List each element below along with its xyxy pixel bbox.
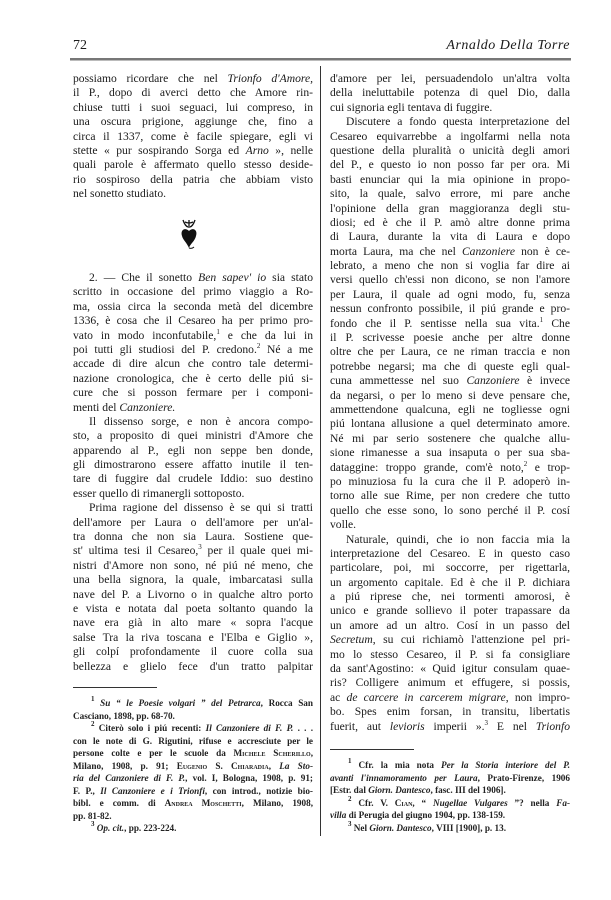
text-segment: pp. 81-82. (73, 810, 112, 821)
text-line (330, 676, 570, 690)
text-segment: , con introd., notizie bio- (204, 785, 313, 796)
footnote-marker: 2 (256, 341, 261, 350)
footnote-marker: 1 (91, 695, 95, 703)
text-segment: Cian (394, 797, 413, 808)
text-segment: Cfr. V. (351, 797, 395, 808)
text-segment: fuerit, aut (330, 719, 390, 733)
text-segment: circa il 1337, come è facile spiegare, egli vi (73, 129, 313, 143)
text-segment: ac (330, 690, 347, 704)
text-segment: Né mi par serio sostenere che qualche allu- (330, 431, 570, 445)
text-segment: Discutere a fondo questa interpretazione del (346, 115, 570, 129)
text-segment: de carcere in carcerem migrare (346, 690, 506, 704)
text-segment: lebrato, a meno che non si voglia far dire ai (330, 259, 570, 273)
text-line (330, 648, 570, 662)
text-line (330, 705, 570, 719)
text-segment: menti del (73, 400, 120, 414)
text-segment: , Rocca San (260, 698, 314, 708)
text-line (330, 518, 570, 532)
text-line (330, 662, 570, 676)
text-segment: Canzoniere (466, 374, 520, 388)
text-segment: nistri d'Amore non sono, né piú né meno, che (73, 558, 313, 572)
text-segment: , pp. 223-224. (124, 823, 177, 833)
text-line (330, 130, 570, 144)
text-segment: il P. scrivesse poesie anche per altre donne (330, 331, 570, 345)
text-segment: Nel (351, 822, 370, 833)
text-segment: Giorn. Dantesco (369, 822, 432, 833)
text-segment: cuna ammettesse nel suo (330, 374, 467, 388)
text-line (73, 747, 313, 760)
text-line (73, 710, 313, 723)
text-segment: F. P., (73, 785, 101, 796)
footnote-marker: 1 (539, 315, 544, 324)
text-segment: rio sospiroso della patria che abbiam visto (73, 172, 313, 186)
text-segment: Il dissenso sorge, e non è ancora compo- (89, 414, 313, 428)
text-segment: , (268, 760, 280, 771)
text-line (73, 285, 313, 299)
text-segment: st' ultima tesi il Cesareo, (73, 544, 199, 558)
text-line (330, 759, 570, 772)
text-segment: . . . (293, 723, 314, 733)
text-segment: tra donna che non sia Laura. Sostiene que- (73, 530, 313, 544)
text-line (330, 794, 571, 810)
text-segment: Citerò solo i piú recenti: (94, 723, 206, 733)
text-line (73, 343, 313, 357)
text-line (73, 735, 313, 748)
text-segment: quali parole è affermato quello stesso deside- (73, 158, 313, 172)
text-line (73, 314, 313, 328)
text-segment: avanti l'innamoramento per Laura (330, 772, 478, 783)
text-line (330, 273, 570, 287)
text-line (73, 602, 313, 616)
text-line (330, 590, 570, 604)
text-line (73, 544, 313, 558)
text-line (330, 772, 570, 785)
text-line (330, 115, 570, 129)
text-segment: Il Canzoniere e i Trionfi (100, 785, 205, 796)
text-line (330, 403, 570, 417)
text-segment: gli dimostrarono essere affatto inutile il ten- (73, 458, 313, 472)
text-line (73, 386, 313, 400)
text-segment: a piú riprese che, nei tormenti amorosi, è (330, 590, 570, 604)
text-segment: imperii ». (424, 719, 485, 733)
text-segment: un amore ad un altro. Cosí in un passo del (330, 618, 570, 632)
text-segment: po minuziosa fu la cura che il P. adoperò in- (330, 474, 570, 488)
text-segment: bo. Spes enim forsan, in transitu, libertatis (330, 705, 570, 719)
text-segment: ”? nella (507, 797, 557, 808)
text-line (330, 691, 570, 705)
right-column-text (330, 72, 570, 734)
text-line (330, 101, 570, 115)
text-segment: , su cui richiamò l'attenzione pel pri- (372, 633, 570, 647)
footnote-marker: 1 (216, 327, 220, 336)
text-segment: E nel (488, 719, 536, 733)
text-line (73, 271, 313, 285)
text-segment: ammettendone qualcuna, egli ne togliesse ogni (330, 402, 570, 416)
text-line (73, 101, 313, 115)
text-segment: nazione cronologica, che è certo delle piú si- (73, 371, 313, 385)
text-line (73, 415, 313, 429)
text-line (73, 588, 313, 602)
text-line (73, 660, 313, 674)
text-segment: torno alle sue Rime, per non credere che tutto (330, 489, 570, 503)
text-segment: d'amore per lei, persuadendolo un'altra volta (330, 72, 570, 85)
text-segment: fondo che il P. sentisse nella sua vita. (330, 316, 540, 330)
text-line (73, 458, 313, 472)
text-segment: Canzoniere. (119, 400, 176, 414)
text-line (73, 173, 313, 187)
text-segment: e vista e notata dal poeta soltanto quando la (73, 601, 313, 615)
text-segment: Il Canzoniere di F. P. (205, 723, 294, 733)
text-segment: sione rimanesse a sua insaputa o per sua sba- (330, 446, 570, 460)
text-line (330, 360, 570, 374)
text-line (73, 616, 313, 630)
footnote-marker: 3 (198, 543, 202, 552)
text-line (73, 144, 313, 158)
text-segment: unico e grande sollievo il poter trapassare da (330, 604, 570, 618)
text-segment: ma, ossia circa la seconda metà del dicembre (73, 299, 313, 313)
text-segment: Trionfo d'Amore, (227, 72, 313, 85)
text-segment: [Estr. dal (330, 785, 369, 795)
left-column-section-2 (73, 271, 313, 674)
text-segment: e trop- (527, 460, 570, 474)
text-line (330, 504, 570, 518)
footnote-marker: 3 (484, 718, 489, 727)
text-line (330, 374, 570, 388)
text-segment: Andrea Moschetti (164, 798, 242, 808)
text-line (330, 604, 570, 618)
text-segment: diosi; ed è che il P. amò altre donne prima (330, 215, 570, 229)
text-segment: ris? Colligere animum et effugere, si possis, (330, 676, 570, 690)
text-line (73, 472, 313, 486)
text-segment: sia stato (266, 271, 314, 284)
text-segment: nave del P. a Livorno o in qualche altro porto (73, 587, 313, 601)
text-line (330, 417, 570, 431)
text-segment: chiuse tutti i suoi seguaci, lui compreso, in (73, 100, 313, 114)
text-line (330, 489, 570, 503)
text-segment: , “ (412, 797, 433, 808)
text-segment: gli colpí profondamente il cuore colla sua (73, 645, 313, 659)
text-segment: Fa- (556, 797, 571, 808)
text-segment: questione della pluralità o unicità degli amori (330, 143, 570, 157)
footnote-rule-right (330, 749, 414, 750)
text-segment: salse Tra la riva toscana e l'Elba e Giglio », (73, 630, 313, 644)
text-segment: possiamo ricordare che nel (73, 72, 228, 85)
text-segment: nessun confronto possibile, il piú grande e pro- (330, 302, 570, 316)
text-line (330, 461, 570, 475)
text-segment: Cesareo equivarrebbe a ingolfarmi nella nota (330, 129, 570, 143)
text-line (73, 187, 313, 201)
text-line (73, 760, 313, 773)
text-line (330, 561, 570, 575)
text-segment: apparendo al P., egli non seppe ben donde, (73, 443, 313, 457)
text-line (330, 72, 570, 86)
footnotes-right (330, 759, 570, 834)
text-segment: da sant'Agostino: « Quid igitur consulam quae- (330, 662, 570, 676)
text-segment: Naturale, quindi, che io non faccia mia la (346, 532, 570, 546)
text-segment: villa (330, 810, 347, 820)
footnote-marker: 2 (91, 720, 95, 728)
text-segment: 2. — Che il sonetto (89, 271, 199, 284)
text-line (330, 144, 570, 158)
text-line (73, 487, 313, 501)
text-line (330, 533, 570, 547)
text-line (73, 772, 313, 785)
text-line (330, 86, 570, 100)
text-segment: , non impro- (505, 690, 570, 704)
text-segment: dataggine: troppo grande, com'è noto, (330, 460, 524, 474)
text-line (330, 230, 570, 244)
text-segment: per Laura, il quale ad ogni modo, fu, senza (330, 287, 570, 301)
text-segment: Op. cit. (96, 823, 125, 833)
text-line (330, 259, 570, 273)
text-segment: stette « pur sospirando Sorga ed (73, 143, 246, 157)
text-segment: Nugellae Vulgares (432, 797, 508, 808)
text-segment: persone colte e per le scuole da (73, 748, 234, 758)
text-line (330, 633, 570, 647)
text-line (73, 72, 313, 86)
text-line (73, 530, 313, 544)
text-line (330, 819, 570, 835)
text-line (330, 345, 570, 359)
text-line (330, 288, 570, 302)
text-segment: morta Laura, ma che nel (330, 244, 462, 258)
text-line (330, 446, 570, 460)
text-segment: e che da lui in (219, 328, 313, 342)
text-segment: Michele Scherillo (233, 748, 311, 758)
footnote-marker: 1 (348, 757, 352, 765)
text-segment: nel sonetto studiato. (73, 187, 167, 201)
text-segment: cure che si posson fermare per i componi- (73, 386, 313, 400)
footnotes-left (73, 697, 313, 835)
text-segment: poi tutti gli studiosi del P. credono. (73, 342, 257, 356)
text-segment: volle. (330, 518, 357, 532)
text-segment: il P., dopo di averci detto che Amore rin- (73, 86, 313, 100)
page-number: 72 (73, 38, 87, 53)
text-line (330, 317, 570, 331)
running-title: Arnaldo Della Torre (446, 38, 570, 53)
text-segment: con le note di G. Rigutini, rifuse e accresciute per le (73, 735, 313, 746)
text-line (73, 573, 313, 587)
text-segment: del P., e questo io non posso far per ora. Mi (330, 158, 570, 172)
header-rule (70, 58, 571, 61)
text-segment: è invece (519, 374, 570, 388)
text-segment: della ineluttabile potenza di quel Dio, dalla (330, 86, 570, 100)
text-line (73, 785, 313, 798)
text-segment: quello che esse sono, lo sono perché il P. cosí (330, 503, 570, 517)
text-segment: sito, la quale, salvo errore, mi pare anche (330, 187, 570, 201)
text-line (330, 173, 570, 187)
text-segment: vato in modo inconfutabile, (73, 328, 217, 342)
text-segment: basti enunciar qui la mia opinione in propo- (330, 172, 570, 186)
text-segment: un argomento capitale. Ed è che il P. dichiara (330, 575, 570, 589)
footnote-marker: 2 (348, 794, 352, 803)
text-line (73, 158, 313, 172)
text-line (73, 300, 313, 314)
text-segment: , Milano, 1908, (241, 798, 314, 808)
column-divider (320, 66, 321, 836)
text-line (73, 645, 313, 659)
text-segment: di Laura, durante la vita di Laura e dopo (330, 230, 570, 244)
text-line (330, 809, 570, 822)
text-segment: tare di fuggire dal crudele Iddio: suo destino (73, 472, 313, 486)
text-line (73, 722, 313, 735)
text-segment: ria del Canzoniere di F. P. (73, 773, 186, 783)
text-line (330, 302, 570, 316)
text-segment: non è ce- (514, 244, 570, 258)
text-segment: , Prato-Firenze, 1906 (477, 772, 570, 783)
text-line (73, 559, 313, 573)
text-line (330, 432, 570, 446)
text-line (73, 797, 313, 810)
text-line (73, 516, 313, 530)
text-segment: Giorn. Dantesco (368, 785, 431, 795)
text-line (73, 115, 313, 129)
text-segment: Milano, 1908, p. 91; (73, 760, 177, 771)
text-segment: Trionfo (535, 719, 570, 733)
text-segment: Casciano, 1898, pp. 68-70. (73, 710, 175, 721)
text-segment: potrebbe negarsi; ma che di queste egli qual- (330, 359, 570, 373)
text-segment: una oscura prigione, aggiunge che, fino a (73, 115, 313, 129)
text-segment: Secretum (330, 633, 373, 647)
text-segment: », nelle (268, 143, 313, 157)
footnote-marker: 3 (91, 820, 95, 828)
text-line (73, 86, 313, 100)
text-line (330, 158, 570, 172)
text-segment: dell'amore per Laura o dell'amore per un'al- (73, 515, 313, 529)
text-segment: bellezza e glielo fece d'un tratto palpitar (73, 659, 313, 673)
text-segment: piú lontana allusione a quel determinato amore. (330, 417, 570, 431)
text-line (73, 810, 313, 823)
text-segment: nave era già in alto mare « sopra l'acque (73, 616, 313, 630)
text-line (73, 357, 313, 371)
text-line (73, 329, 313, 343)
text-line (330, 389, 570, 403)
text-segment: Canzoniere (461, 244, 515, 258)
text-segment: Ben sapev' io (198, 271, 267, 284)
fleuron-heart-icon (179, 218, 199, 250)
text-segment: sto, a proposito di quei ministri d'Amore che (73, 429, 313, 443)
text-line (73, 372, 313, 386)
text-line (73, 444, 313, 458)
text-segment: Prima ragione del dissenso è se qui si tratti (89, 501, 313, 515)
text-segment: , fasc. III del 1906]. (430, 785, 506, 795)
text-line (330, 216, 570, 230)
text-segment: Né a me (260, 342, 313, 356)
text-segment: una bella signora, la quale, imbarcatasi sulla (73, 573, 313, 587)
text-segment: , vol. I, Bologna, 1908, p. 91; (185, 773, 313, 783)
left-column-paragraph-1 (73, 72, 313, 202)
text-line (330, 245, 570, 259)
text-segment: , (310, 748, 313, 758)
footnote-marker: 2 (523, 459, 528, 468)
text-segment: mo lo stesso Cesareo, il P. si fa consigliare (330, 647, 570, 661)
text-segment: , VIII [1900], p. 13. (431, 822, 507, 833)
text-line (330, 187, 570, 201)
text-line (73, 631, 313, 645)
text-segment: l'opinione della gran maggioranza degli stu- (330, 201, 570, 215)
text-segment: 1336, è cosa che il Cesareo ha per primo pro- (73, 314, 313, 328)
text-line (330, 331, 570, 345)
text-segment: Eugenio S. Chiaradia (176, 760, 269, 771)
text-segment: Che (543, 316, 570, 330)
text-segment: levioris (389, 719, 425, 733)
text-line (330, 619, 570, 633)
text-line (73, 822, 313, 835)
text-segment: Cfr. la mia nota (351, 760, 442, 770)
text-line (330, 784, 570, 797)
text-segment: oltre che per Laura, ce ne riman traccia e non (330, 345, 570, 359)
text-line (330, 720, 570, 734)
text-segment: La Sto- (279, 760, 313, 771)
text-line (73, 697, 313, 710)
text-segment: esser quello di rimanergli sottoposto. (73, 486, 245, 500)
footnote-rule-left (73, 687, 157, 688)
text-line (73, 429, 313, 443)
text-segment: Per la Storia interiore del P. (441, 760, 570, 770)
text-segment: Su “ le Poesie volgari ” del Petrarca (100, 698, 261, 708)
text-segment: bibl. e comm. di (73, 798, 165, 808)
text-line (330, 202, 570, 216)
text-segment: scritto in occasione del primo viaggio a Ro- (73, 285, 313, 299)
text-segment: cui signoria egli tentava di fuggire. (330, 100, 493, 114)
text-segment: Arno (245, 143, 269, 157)
text-segment: accade di dire alcun che contro tale determi- (73, 357, 313, 371)
footnote-marker: 3 (348, 819, 352, 828)
text-segment: versi quello ch'essi non dicono, se non l'amore (330, 273, 570, 287)
text-segment: da negarsi, o per lo meno si deve pensare che, (330, 388, 570, 402)
text-line (330, 475, 570, 489)
text-line (330, 576, 570, 590)
text-segment: di Perugia del giugno 1904, pp. 138-159. (346, 810, 506, 820)
text-line (73, 130, 313, 144)
text-line (73, 401, 313, 415)
text-segment: particolare, poi, mi soccorre, per rigettarla, (330, 561, 570, 575)
text-segment: interpretazione del Cesareo. E in questo caso (330, 546, 570, 560)
text-line (73, 501, 313, 515)
text-line (330, 547, 570, 561)
text-segment: per il quale quei mi- (201, 544, 314, 558)
